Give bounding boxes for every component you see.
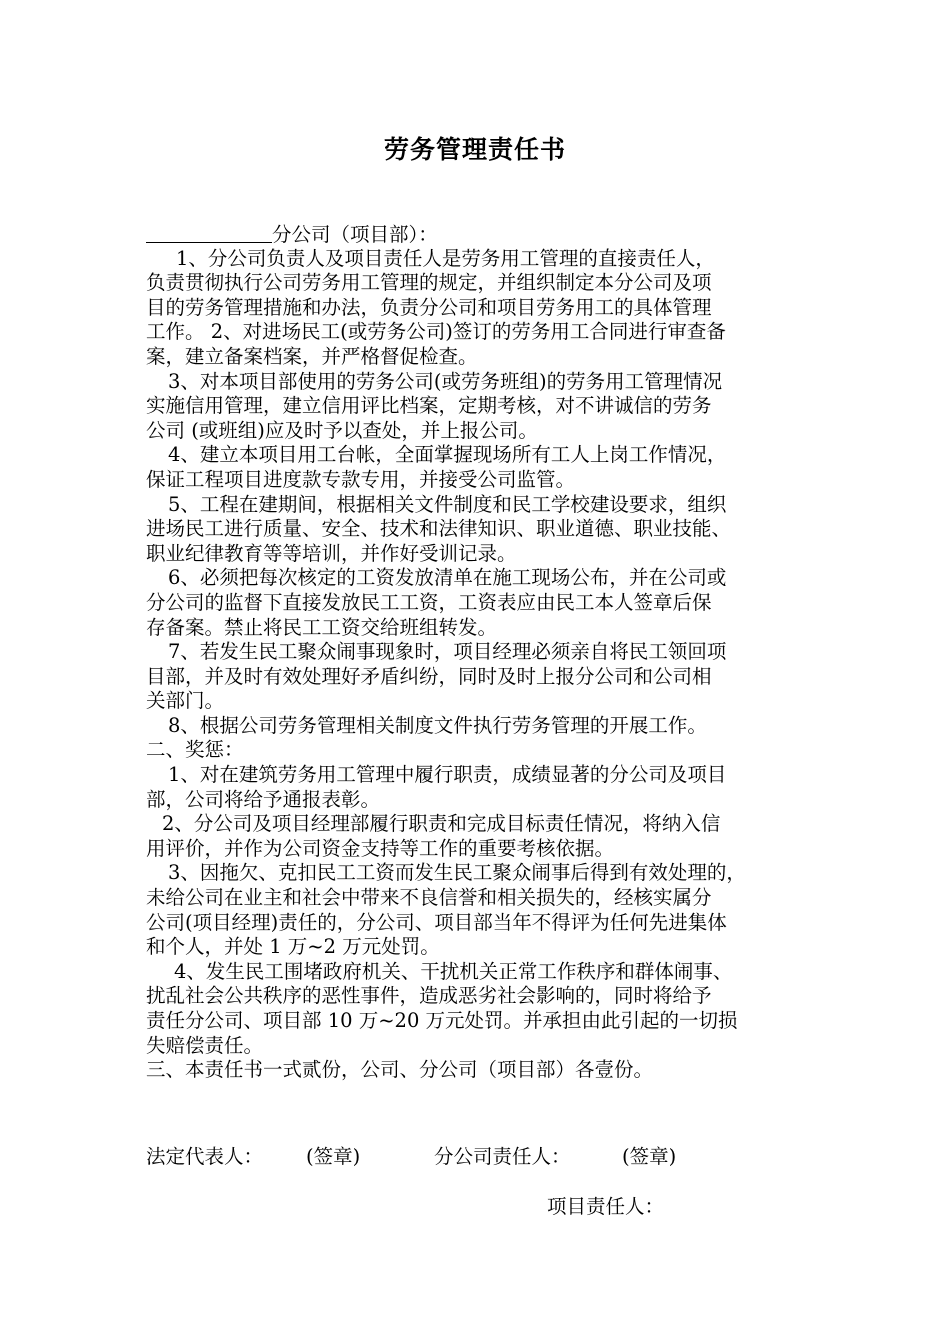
paragraph-line: 保证工程项目进度款专款专用，并接受公司监管。 bbox=[146, 467, 576, 491]
branch-rep-seal: (签章) bbox=[622, 1145, 677, 1168]
branch-rep-label: 分公司责任人： bbox=[434, 1145, 571, 1168]
blank-underline bbox=[146, 222, 272, 243]
paragraph-line: 4、发生民工围堵政府机关、干扰机关正常工作秩序和群体闹事、 bbox=[174, 959, 733, 983]
paragraph-line: 进场民工进行质量、安全、技术和法律知识、职业道德、职业技能、 bbox=[146, 517, 732, 541]
paragraph-line: 失赔偿责任。 bbox=[146, 1033, 264, 1057]
paragraph-line: 案，建立备案档案，并严格督促检查。 bbox=[146, 344, 478, 368]
paragraph-line: 用评价，并作为公司资金支持等工作的重要考核依据。 bbox=[146, 836, 615, 860]
paragraph-line: 关部门。 bbox=[146, 689, 225, 713]
paragraph-line: 1、分公司负责人及项目责任人是劳务用工管理的直接责任人， bbox=[176, 246, 715, 270]
paragraph-line: 1、对在建筑劳务用工管理中履行职责，成绩显著的分公司及项目 bbox=[168, 763, 727, 787]
paragraph-line: 和个人，并处 1 万~2 万元处罚。 bbox=[146, 935, 440, 959]
paragraph-line: 责任分公司、项目部 10 万~20 万元处罚。并承担由此引起的一切损 bbox=[146, 1009, 738, 1032]
paragraph-line: 未给公司在业主和社会中带来不良信誉和相关损失的，经核实属分 bbox=[146, 886, 712, 910]
paragraph-line: 6、必须把每次核定的工资发放清单在施工现场公布，并在公司或 bbox=[168, 566, 727, 590]
paragraph-line: 目的劳务管理措施和办法，负责分公司和项目劳务用工的具体管理 bbox=[146, 295, 712, 319]
paragraph-line: 5、工程在建期间，根据相关文件制度和民工学校建设要求，组织 bbox=[168, 492, 727, 516]
document-title: 劳务管理责任书 bbox=[383, 135, 566, 164]
legal-rep-seal: (签章) bbox=[306, 1145, 361, 1168]
paragraph-line: 存备案。禁止将民工工资交给班组转发。 bbox=[146, 615, 498, 639]
paragraph-line: 分公司的监督下直接发放民工工资，工资表应由民工本人签章后保 bbox=[146, 590, 712, 614]
paragraph-line: 8、根据公司劳务管理相关制度文件执行劳务管理的开展工作。 bbox=[168, 713, 707, 737]
addressee-text: 分公司（项目部）： bbox=[272, 223, 438, 246]
paragraph-line: 3、因拖欠、克扣民工工资而发生民工聚众闹事后得到有效处理的， bbox=[168, 861, 746, 885]
paragraph-line: 职业纪律教育等等培训，并作好受训记录。 bbox=[146, 541, 517, 565]
paragraph-line: 负责贯彻执行公司劳务用工管理的规定，并组织制定本分公司及项 bbox=[146, 271, 712, 295]
section-heading: 二、奖惩： bbox=[146, 738, 244, 762]
paragraph-line: 实施信用管理，建立信用评比档案，定期考核，对不讲诚信的劳务 bbox=[146, 394, 712, 418]
paragraph-line: 4、建立本项目用工台帐，全面掌握现场所有工人上岗工作情况， bbox=[168, 443, 727, 467]
legal-rep-label: 法定代表人： bbox=[146, 1145, 264, 1168]
section-heading: 三、本责任书一式贰份，公司、分公司（项目部）各壹份。 bbox=[146, 1058, 654, 1082]
document-body bbox=[146, 222, 836, 1083]
paragraph-line: 7、若发生民工聚众闹事现象时，项目经理必须亲自将民工领回项 bbox=[168, 640, 727, 664]
paragraph-line: 扰乱社会公共秩序的恶性事件，造成恶劣社会影响的，同时将给予 bbox=[146, 984, 712, 1008]
paragraph-line: 2、分公司及项目经理部履行职责和完成目标责任情况，将纳入信 bbox=[162, 812, 721, 836]
paragraph-line: 公司(项目经理)责任的，分公司、项目部当年不得评为任何先进集体 bbox=[146, 910, 727, 934]
paragraph-line: 3、对本项目部使用的劳务公司(或劳务班组)的劳务用工管理情况 bbox=[168, 369, 723, 393]
paragraph-line: 工作。 2、对进场民工(或劳务公司)签订的劳务用工合同进行审查备 bbox=[146, 320, 726, 344]
addressee-line bbox=[146, 222, 836, 247]
paragraph-line: 部，公司将给予通报表彰。 bbox=[146, 787, 381, 811]
paragraph-line: 目部，并及时有效处理好矛盾纠纷，同时及时上报分公司和公司相 bbox=[146, 664, 712, 688]
project-rep-label: 项目责任人： bbox=[547, 1195, 665, 1218]
paragraph-line: 公司 (或班组)应及时予以查处，并上报公司。 bbox=[146, 418, 538, 442]
